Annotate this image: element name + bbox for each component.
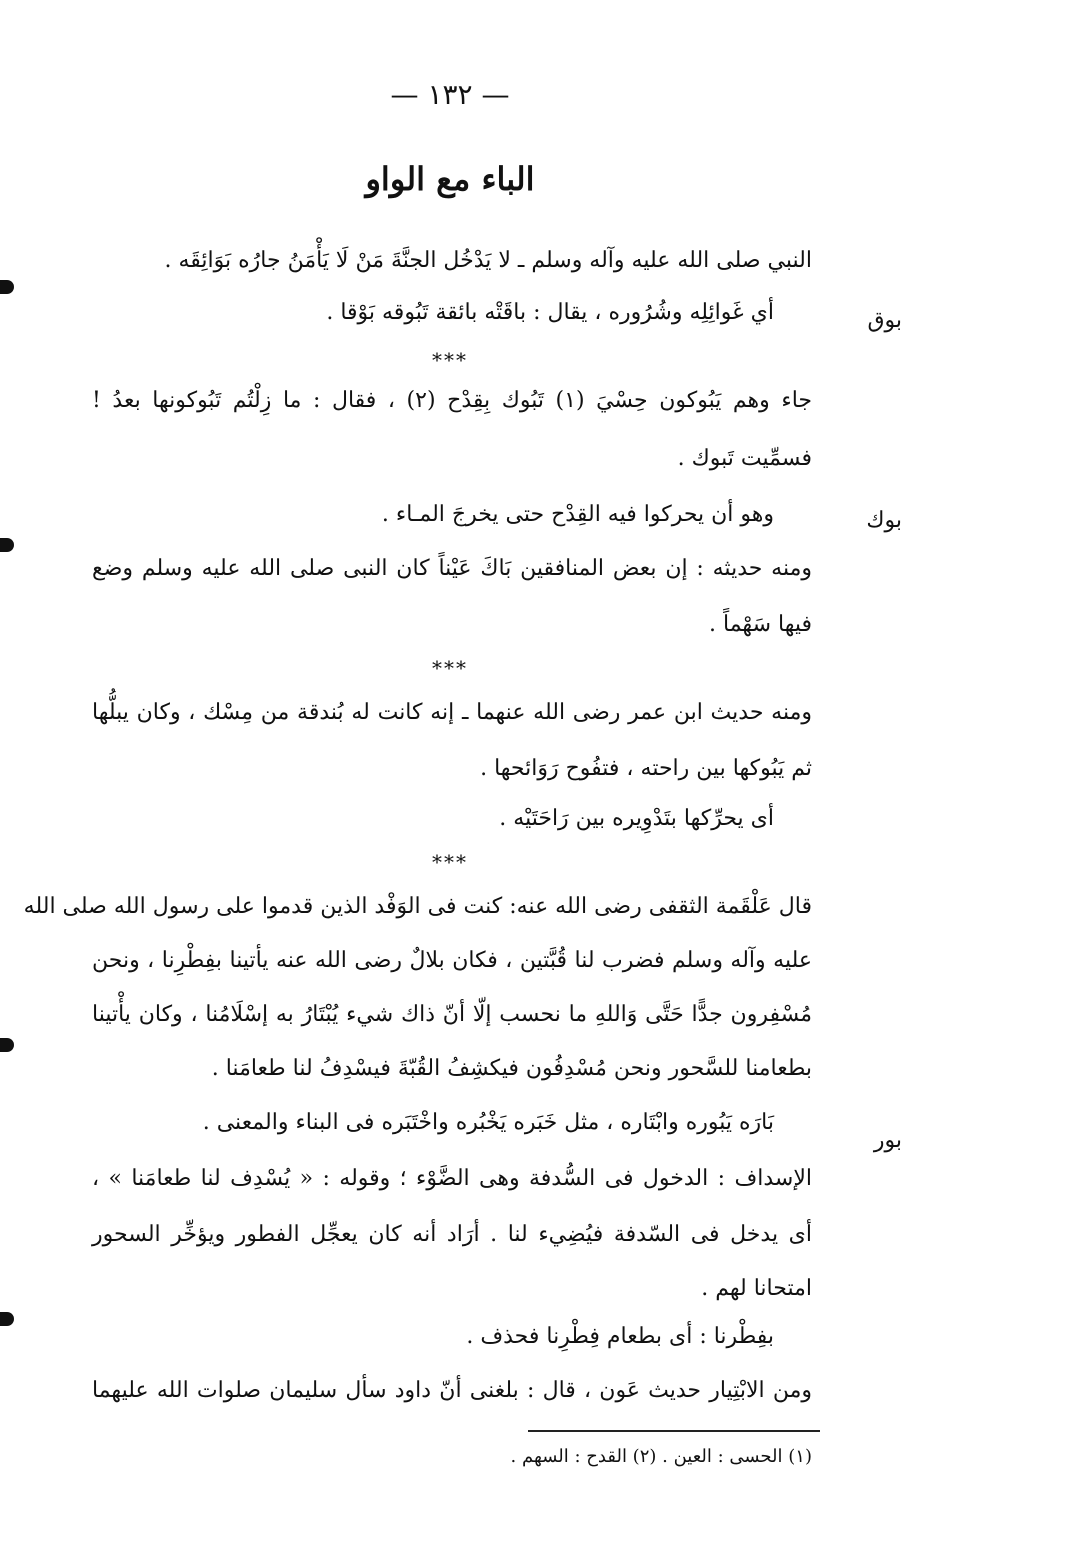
scan-edge-mark [0,1312,14,1326]
text-line: جاء وهم يَبُوكون حِسْيَ (١) تَبُوك بِقِدْح (٢) ، فقال : ما زِلْتُم تَبُوكونها بعدُ ! [92,388,812,413]
text-line: مُسْفِرون جدًّا حَتَّى وَاللهِ ما نحسب إلّا أنّ ذاك شيء يُبْتَارُ به إسْلَامُنا ، وكان يأْتينا [92,1002,812,1027]
scan-edge-mark [0,1038,14,1052]
text-line: بَارَه يَبُوره وابْتَاره ، مثل خَبَره يَخْبُره واخْتَبَره فى البناء والمعنى . [202,1110,774,1135]
footnotes: (١) الحسى : العين . (٢) القدح : السهم . [510,1446,812,1467]
text-line: قال عَلْقَمة الثقفى رضى الله عنه: كنت فى الوَفْد الذين قدموا على رسول الله صلى الله [23,894,812,919]
text-line: أى يحرِّكها بتَدْوِيره بين رَاحَتَيْه . [499,806,774,831]
text-line: فسمِّيت تَبوك . [677,446,812,471]
scan-edge-mark [0,538,14,552]
root-word-bwq: بوق [867,308,902,333]
text-line: النبي صلى الله عليه وآله وسلم ـ لا يَدْخُل الجنَّةَ مَنْ لَا يَأْمَنُ جارُه بَوَائِقَه . [164,248,812,273]
text-line: الإسداف : الدخول فى السُّدفة وهى الضَّوْء ؛ وقوله : « يُسْدِف لنا طعامَنا » ، [92,1166,812,1191]
section-title: الباء مع الواو [365,160,535,198]
text-line: بفِطْرنا : أى بطعام فِطْرِنا فحذف . [466,1324,774,1349]
text-line: ومنه حديث ابن عمر رضى الله عنهما ـ إنه كانت له بُندقة من مِسْك ، وكان يبلُّها [92,700,812,725]
text-line: عليه وآله وسلم فضرب لنا قُبَّتين ، فكان بلالٌ رضى الله عنه يأتينا بفِطْرِنا ، ونحن [92,948,812,973]
text-line: ثم يَبُوكها بين راحته ، فتفُوح رَوَائحها . [480,756,812,781]
text-line: فيها سَهْماً . [709,612,812,637]
text-line: بطعامنا للسَّحور ونحن مُسْدِفُون فيكشِفُ القُبّةَ فيسْدِفُ لنا طعامَنا . [211,1056,812,1081]
root-word-bwr: بور [873,1128,902,1153]
root-word-bwk: بوك [866,508,902,533]
text-line: ومنه حديثه : إن بعض المنافقين بَاكَ عَيْناً كان النبى صلى الله عليه وسلم وضع [92,556,812,581]
text-line: أى يدخل فى السّدفة فيُضِيء لنا . أرَاد أنه كان يعجِّل الفطور ويؤخِّر السحور [92,1222,812,1247]
scan-edge-mark [0,280,14,294]
page-number: — ١٣٢ — [390,78,510,111]
text-line: وهو أن يحركوا فيه القِدْح حتى يخرجَ المـاء . [381,502,774,527]
footnote-divider [528,1430,820,1432]
text-line: أي غَوائِلِه وشُرُوره ، يقال : باقَتْه بائقة تَبُوقه بَوْقا . [326,300,774,325]
separator: *** [432,348,468,372]
text-line: ومن الابْتِيار حديث عَون ، قال : بلغنى أنّ داود سأل سليمان صلوات الله عليهما [92,1378,812,1403]
text-line: امتحانا لهم . [701,1276,812,1301]
separator: *** [432,850,468,874]
separator: *** [432,656,468,680]
